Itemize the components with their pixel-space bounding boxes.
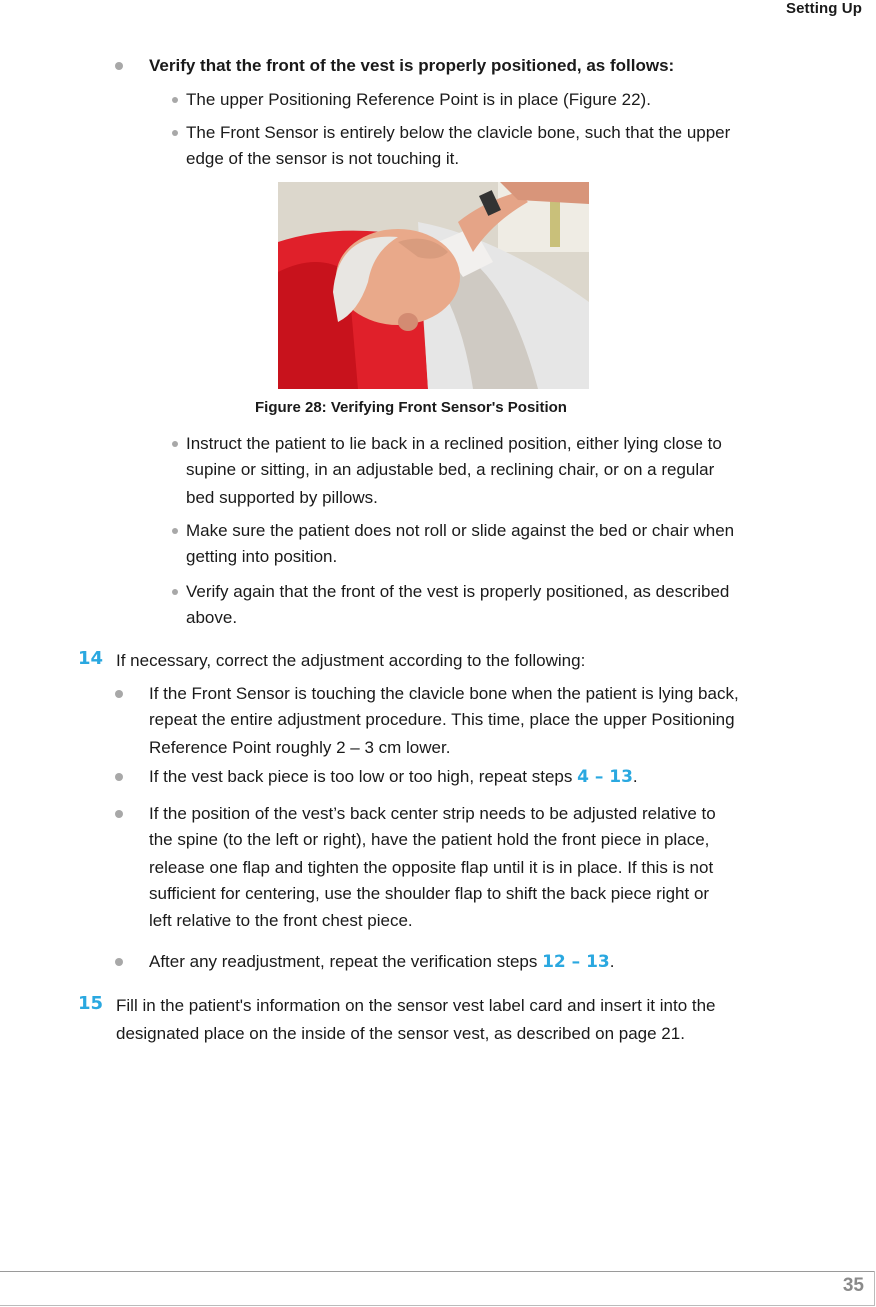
bullet-dot bbox=[115, 810, 123, 818]
step-bullet-line bbox=[149, 949, 614, 975]
instruction-line: supine or sitting, in an adjustable bed, a reclining chair, or on a regular bbox=[186, 460, 715, 479]
sub-bullet-dot bbox=[172, 441, 178, 447]
step-number: 14 bbox=[78, 648, 104, 669]
step-bullet-line: If the Front Sensor is touching the clavicle bone when the patient is lying back, bbox=[149, 684, 739, 703]
instruction-line: Make sure the patient does not roll or slide against the bed or chair when bbox=[186, 521, 735, 540]
verify-heading: Verify that the front of the vest is properly positioned, as follows: bbox=[149, 56, 675, 75]
step-reference: 4 – 13 bbox=[577, 767, 633, 787]
footer-rule bbox=[0, 1271, 874, 1272]
bullet-dot bbox=[115, 690, 123, 698]
step-bullet-line: repeat the entire adjustment procedure. This time, place the upper Positioning bbox=[149, 710, 735, 729]
sub-bullet-dot bbox=[172, 589, 178, 595]
instruction-line: bed supported by pillows. bbox=[186, 488, 378, 507]
figure-photo bbox=[278, 182, 589, 389]
verify-item-line: edge of the sensor is not touching it. bbox=[186, 149, 460, 168]
step-text-line: designated place on the inside of the sensor vest, as described on page 21. bbox=[116, 1024, 685, 1043]
sentence-end: . bbox=[632, 767, 638, 786]
step-bullet-line: If the position of the vest’s back center strip needs to be adjusted relative to bbox=[149, 804, 716, 823]
sub-bullet-dot bbox=[172, 528, 178, 534]
step-bullet-line bbox=[149, 764, 638, 790]
verify-item-line: The Front Sensor is entirely below the clavicle bone, such that the upper bbox=[186, 123, 731, 142]
figure-caption: Figure 28: Verifying Front Sensor's Position bbox=[255, 399, 567, 416]
step-bullet-line: left relative to the front chest piece. bbox=[149, 911, 413, 930]
sub-bullet-dot bbox=[172, 97, 178, 103]
instruction-line: Verify again that the front of the vest is properly positioned, as described bbox=[186, 582, 730, 601]
step-bullet-text: If the vest back piece is too low or too high, repeat steps bbox=[149, 767, 578, 786]
step-bullet-line: release one flap and tighten the opposite flap until it is in place. If this is not bbox=[149, 858, 714, 877]
step-bullet-text: After any readjustment, repeat the verification steps bbox=[149, 952, 543, 971]
sentence-end: . bbox=[609, 952, 615, 971]
verify-item-line: The upper Positioning Reference Point is in place (Figure 22). bbox=[186, 90, 651, 109]
page-number: 35 bbox=[842, 1275, 864, 1296]
step-text-line: Fill in the patient's information on the sensor vest label card and insert it into the bbox=[116, 996, 716, 1015]
bullet-dot bbox=[115, 958, 123, 966]
step-bullet-line: Reference Point roughly 2 – 3 cm lower. bbox=[149, 738, 451, 757]
sub-bullet-dot bbox=[172, 130, 178, 136]
step-bullet-line: sufficient for centering, use the shoulder flap to shift the back piece right or bbox=[149, 884, 710, 903]
step-bullet-line: the spine (to the left or right), have the patient hold the front piece in place, bbox=[149, 830, 710, 849]
running-header: Setting Up bbox=[786, 0, 862, 17]
instruction-line: above. bbox=[186, 608, 238, 627]
step-number: 15 bbox=[78, 993, 104, 1014]
instruction-line: getting into position. bbox=[186, 547, 338, 566]
instruction-line: Instruct the patient to lie back in a reclined position, either lying close to bbox=[186, 434, 722, 453]
step-reference: 12 – 13 bbox=[542, 952, 610, 972]
step-intro: If necessary, correct the adjustment according to the following: bbox=[116, 651, 586, 670]
bullet-dot bbox=[115, 773, 123, 781]
footer-bar bbox=[0, 1271, 875, 1306]
bullet-dot bbox=[115, 62, 123, 70]
